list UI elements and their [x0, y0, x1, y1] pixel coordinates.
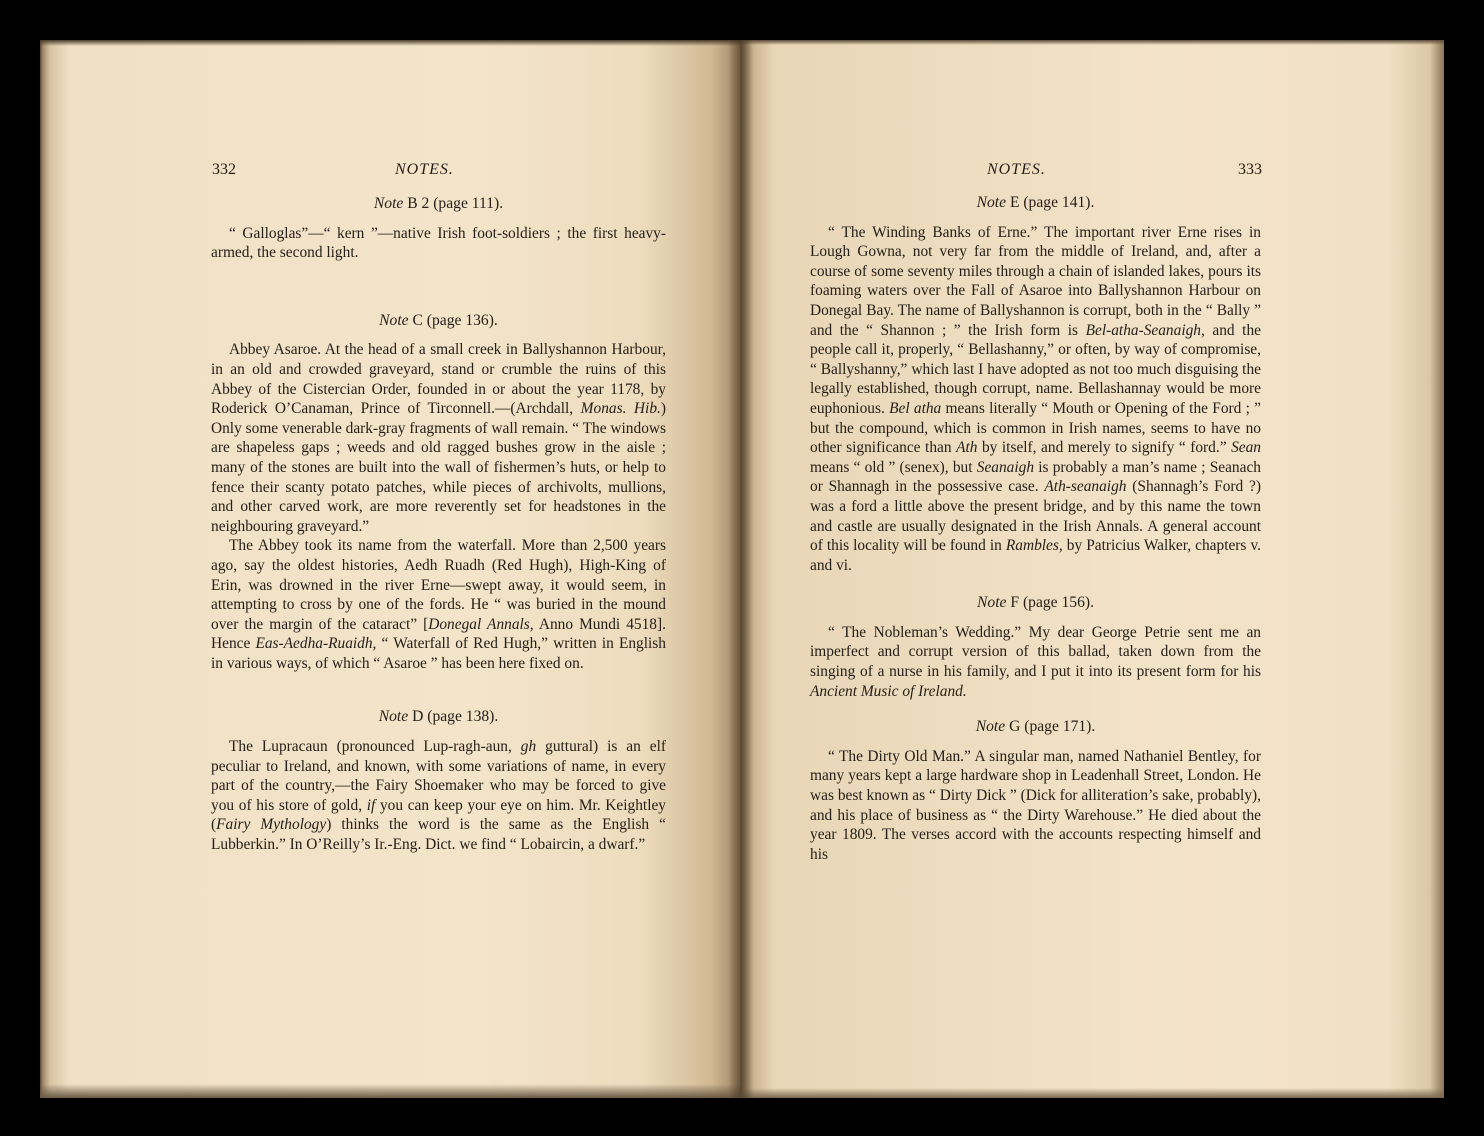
- italic-text: Bel-atha-Seanaigh,: [1085, 321, 1205, 339]
- note-paragraph: [211, 224, 666, 263]
- text-run: “ The Dirty Old Man.” A singular man, named Nathaniel Bentley, for many years kept a large hardware shop in Leadenhall Street, London. He was best known as “ Dirty Dick ” (Dick for alliteration’s sake, probably), and his place of business as “ the Dirty Warehouse.” He died about the year 1809. The verses accord with the accounts respecting himself and his: [810, 747, 1261, 863]
- note-reference: E (page 141).: [1006, 194, 1095, 211]
- note-section: [211, 311, 666, 674]
- page-body: [211, 194, 666, 855]
- running-title: NOTES.: [395, 161, 454, 178]
- italic-text: Ath: [956, 439, 978, 457]
- open-book: [40, 40, 1444, 1098]
- note-heading: [211, 311, 666, 331]
- note-reference: G (page 171).: [1005, 718, 1096, 736]
- note-paragraph: [211, 536, 666, 673]
- italic-text: Seanaigh: [976, 458, 1035, 476]
- book-gutter: [728, 40, 754, 1098]
- italic-text: Fairy Mythology: [216, 816, 327, 834]
- text-run: The Abbey took its name from the waterfall. More than 2,500 years ago, say the oldest histories, Aedh Ruadh (Red Hugh), High-King of Erin, was drowned in the river Erne—swept away, it would seem, in attempting to cross by one of the fords. He “ was buried in the mound over the margin of the cataract” [: [211, 537, 666, 633]
- page-number: 332: [212, 161, 236, 178]
- text-run: you can keep your eye on him. Mr. Keightley (: [211, 796, 666, 834]
- text-run: Anno Mundi 4518]. Hence: [211, 615, 666, 653]
- text-run: is probably a man’s name ; Seanach or Shannagh in the possessive case.: [810, 458, 1261, 496]
- text-run: Abbey Asaroe. At the head of a small creek in Ballyshannon Harbour, in an old and crowded graveyard, stand or crumble the ruins of this Abbey of the Cistercian Order, founded in or about the year 1178, by Roderick O’Canaman, Prince of Tirconnell.—(Archdall,: [211, 341, 666, 418]
- italic-text: Bel atha: [889, 399, 942, 417]
- note-label: Note: [977, 594, 1007, 612]
- note-reference: C (page 136).: [408, 311, 498, 329]
- page-number: 333: [1238, 161, 1262, 178]
- text-run: and the people call it, properly, “ Bellashanny,” or often, by way of compromise, “ Ballyshanny,” which last I have adopted as not too much disguising the legally established, though corrupt, name. Bellashannay would be more euphonious.: [810, 321, 1261, 417]
- italic-text: Ath-seanaigh: [1044, 478, 1127, 496]
- note-label: Note: [373, 195, 404, 212]
- running-head: [212, 161, 667, 183]
- note-paragraph: [810, 223, 1261, 576]
- note-heading: [211, 194, 666, 214]
- text-run: guttural) is an elf peculiar to Ireland, and known, with some variations of name, in every part of the country,—the Fairy Shoemaker who may be forced to give you of his store of gold,: [211, 738, 666, 814]
- text-run: ) Only some venerable dark-gray fragments of wall remain. “ The windows are shapeless gaps ; weeds and old ragged bushes grow in the aisle ; many of the stones are built into the wall of fishermen’s huts, or help to fence their scanty potato patches, while pieces of archivolts, mullions, and other carved work, are more reverently set for headstones in the neighbouring graveyard.”: [211, 400, 667, 535]
- note-section: [810, 193, 1261, 575]
- text-run: “ The Winding Banks of Erne.” The important river Erne rises in Lough Gowna, not very far from the middle of Ireland, and, after a course of some seventy miles through a chain of islanded lakes, pours its foaming waters over the Fall of Asaroe into Ballyshannon Harbour on Donegal Bay. The name of Ballyshannon is corrupt, both in the “ Bally ” and the “ Shannon ; ” the Irish form is: [810, 223, 1261, 339]
- page-body: [810, 193, 1261, 864]
- left-page: [40, 40, 740, 1098]
- italic-text: if: [366, 796, 376, 814]
- text-run: ) thinks the word is the same as the English “ Lubberkin.” In O’Reilly’s Ir.-Eng. Dict. we find “ Lobaircin, a dwarf.”: [211, 816, 666, 854]
- note-section: [211, 194, 666, 263]
- note-reference: F (page 156).: [1006, 594, 1094, 612]
- note-paragraph: [810, 747, 1261, 865]
- note-reference: B 2 (page 111).: [403, 195, 504, 212]
- note-label: Note: [379, 311, 409, 329]
- note-heading: [211, 707, 666, 727]
- running-title: NOTES.: [987, 161, 1046, 178]
- italic-text: Eas-Aedha-Ruaidh,: [255, 635, 377, 653]
- italic-text: Rambles,: [1005, 537, 1063, 555]
- text-run: (Shannagh’s Ford ?) was a ford a little above the present bridge, and by this name the town and castle are usually designated in the Irish Annals. A general account of this locality will be found in: [810, 478, 1261, 555]
- text-run: “ Galloglas”—“ kern ”—native Irish foot-soldiers ; the first heavy-armed, the second light.: [211, 224, 666, 262]
- text-run: by itself, and merely to signify “ ford.”: [977, 439, 1232, 457]
- text-run: The Lupracaun (pronounced Lup-ragh-aun,: [229, 738, 521, 756]
- italic-text: gh: [520, 738, 537, 756]
- note-label: Note: [975, 718, 1006, 736]
- note-heading: [810, 193, 1261, 213]
- note-paragraph: [810, 623, 1261, 701]
- note-reference: D (page 138).: [408, 708, 499, 726]
- right-page: [740, 40, 1444, 1098]
- italic-text: Sean: [1231, 439, 1261, 457]
- text-run: means literally “ Mouth or Opening of the Ford ; ” but the compound, which is common in Irish names, seems to have no other significance than: [810, 399, 1261, 457]
- note-paragraph: [211, 340, 666, 536]
- text-run: means “ old ” (senex), but: [810, 458, 977, 476]
- text-run: by Patricius Walker, chapters v. and vi.: [810, 537, 1261, 574]
- note-heading: [810, 593, 1261, 613]
- note-section: [810, 717, 1261, 864]
- italic-text: Monas. Hib.: [580, 400, 661, 418]
- note-paragraph: [211, 737, 666, 855]
- note-label: Note: [976, 194, 1007, 211]
- note-section: [211, 707, 666, 854]
- note-section: [810, 593, 1261, 701]
- text-run: “ Waterfall of Red Hugh,” written in English in various ways, of which “ Asaroe ” has been here fixed on.: [211, 635, 666, 672]
- italic-text: Donegal Annals,: [428, 615, 534, 633]
- note-heading: [810, 717, 1261, 737]
- text-run: “ The Nobleman’s Wedding.” My dear George Petrie sent me an imperfect and corrupt version of this ballad, taken down from the singing of a nurse in his family, and I put it into its present form for his: [810, 623, 1261, 681]
- running-head: [810, 161, 1262, 183]
- note-label: Note: [378, 708, 409, 726]
- italic-text: Ancient Music of Ireland.: [810, 682, 967, 700]
